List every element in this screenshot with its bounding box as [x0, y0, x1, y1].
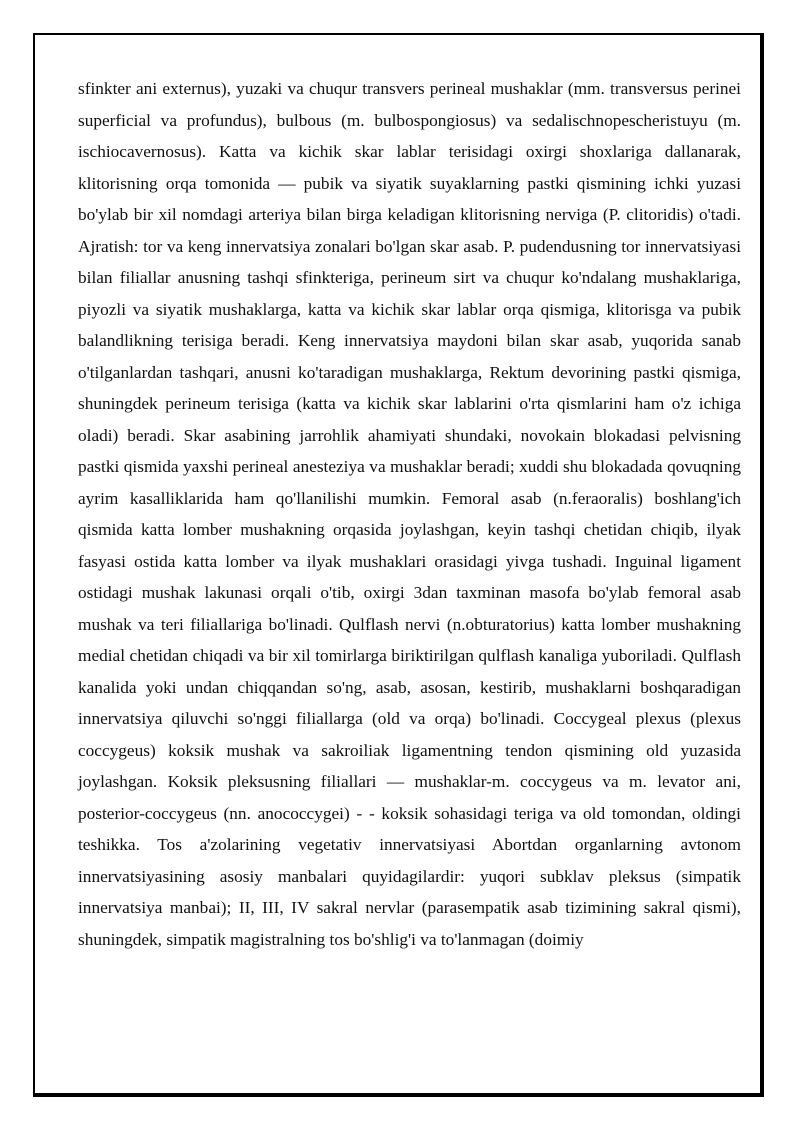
- body-paragraph: sfinkter ani externus), yuzaki va chuqur transvers perineal mushaklar (mm. transversus perinei superficial va profundus), bulbous (m. bulbospongiosus) va sedalischnopescheristuyu (m. ischiocavernosus). Katta va kichik skar lablar terisidagi oxirgi shoxlariga dallanarak, klitorisning orqa tomonida — pubik va siyatik suyaklarning pastki qismining ichki yuzasi bo'ylab bir xil nomdagi arteriya bilan birga keladigan klitorisning nerviga (P. clitoridis) o'tadi. Ajratish: tor va keng innervatsiya zonalari bo'lgan skar asab. P. pudendusning tor innervatsiyasi bilan filiallar anusning tashqi sfinkteriga, perineum sirt va chuqur ko'ndalang mushaklariga, piyozli va siyatik mushaklarga, katta va kichik skar lablar orqa qismiga, klitorisga va pubik balandlikning terisiga beradi. Keng innervatsiya maydoni bilan skar asab, yuqorida sanab o'tilganlardan tashqari, anusni ko'taradigan mushaklarga, Rektum devorining pastki qismiga, shuningdek perineum terisiga (katta va kichik skar lablarini o'rta qismlarini ham o'z ichiga oladi) beradi. Skar asabining jarrohlik ahamiyati shundaki, novokain blokadasi pelvisning pastki qismida yaxshi perineal anesteziya va mushaklar beradi; xuddi shu blokadada qovuqning ayrim kasalliklarida ham qo'llanilishi mumkin. Femoral asab (n.feraoralis) boshlang'ich qismida katta lomber mushakning orqasida joylashgan, keyin tashqi chetidan chiqib, ilyak fasyasi ostida katta lomber va ilyak mushaklari orasidagi yivga tushadi. Inguinal ligament ostidagi mushak lakunasi orqali o'tib, oxirgi 3dan taxminan masofa bo'ylab femoral asab mushak va teri filiallariga bo'linadi. Qulflash nervi (n.obturatorius) katta lomber mushakning medial chetidan chiqadi va bir xil tomirlarga biriktirilgan qulflash kanaliga yuboriladi. Qulflash kanalida yoki undan chiqqandan so'ng, asab, asosan, kestirib, mushaklarni boshqaradigan innervatsiya qiluvchi so'nggi filiallarga (old va orqa) bo'linadi. Coccygeal plexus (plexus coccygeus) koksik mushak va sakroiliak ligamentning tendon qismining old yuzasida joylashgan. Koksik pleksusning filiallari — mushaklar-m. coccygeus va m. levator ani, posterior-coccygeus (nn. anococcygei) - - koksik sohasidagi teriga va old tomondan, oldingi teshikka. Tos a'zolarining vegetativ innervatsiyasi Abortdan organlarning avtonom innervatsiyasining asosiy manbalari quyidagilardir: yuqori subklav pleksus (simpatik innervatsiya manbai); II, III, IV sakral nervlar (parasempatik asab tizimining sakral qismi), shuningdek, simpatik magistralning tos bo'shlig'i va to'lanmagan (doimiy: [78, 79, 741, 949]
